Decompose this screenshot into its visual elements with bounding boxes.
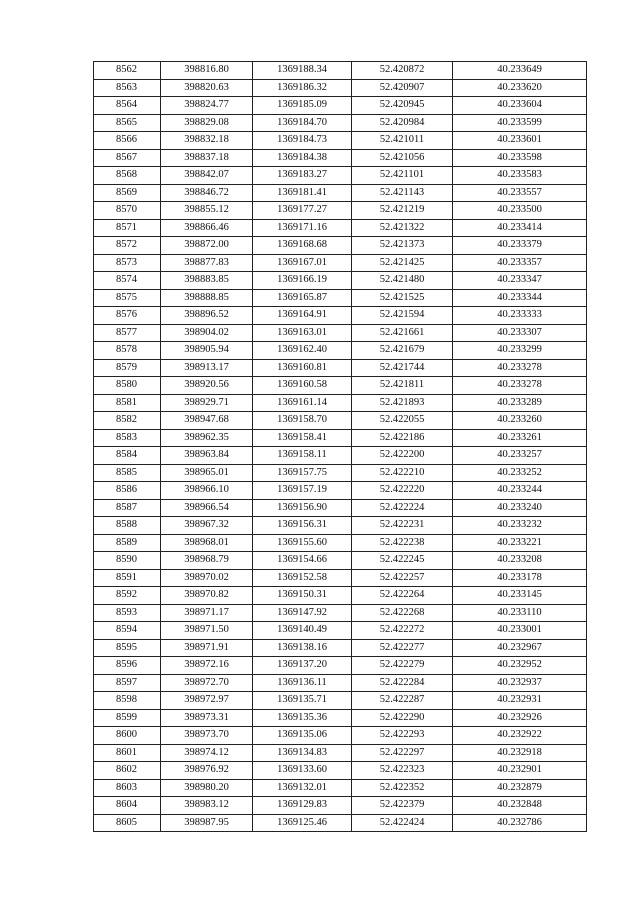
latitude-cell: 52.422284 <box>352 674 453 692</box>
x-coordinate-cell: 398855.12 <box>161 202 253 220</box>
coordinates-table <box>93 61 587 832</box>
point-number-cell: 8571 <box>94 219 161 237</box>
point-number-cell: 8568 <box>94 167 161 185</box>
table-row <box>94 114 587 132</box>
table-row <box>94 429 587 447</box>
latitude-cell: 52.422264 <box>352 587 453 605</box>
latitude-cell: 52.422238 <box>352 534 453 552</box>
latitude-cell: 52.421811 <box>352 377 453 395</box>
latitude-cell: 52.421056 <box>352 149 453 167</box>
point-number-cell: 8602 <box>94 762 161 780</box>
point-number-cell: 8574 <box>94 272 161 290</box>
longitude-cell: 40.233261 <box>453 429 587 447</box>
longitude-cell: 40.233260 <box>453 412 587 430</box>
latitude-cell: 52.421101 <box>352 167 453 185</box>
x-coordinate-cell: 398877.83 <box>161 254 253 272</box>
longitude-cell: 40.232901 <box>453 762 587 780</box>
latitude-cell: 52.422287 <box>352 692 453 710</box>
x-coordinate-cell: 398962.35 <box>161 429 253 447</box>
y-coordinate-cell: 1369185.09 <box>253 97 352 115</box>
x-coordinate-cell: 398904.02 <box>161 324 253 342</box>
y-coordinate-cell: 1369177.27 <box>253 202 352 220</box>
x-coordinate-cell: 398913.17 <box>161 359 253 377</box>
x-coordinate-cell: 398973.70 <box>161 727 253 745</box>
latitude-cell: 52.421425 <box>352 254 453 272</box>
latitude-cell: 52.422231 <box>352 517 453 535</box>
x-coordinate-cell: 398947.68 <box>161 412 253 430</box>
point-number-cell: 8575 <box>94 289 161 307</box>
x-coordinate-cell: 398963.84 <box>161 447 253 465</box>
table-row <box>94 149 587 167</box>
table-row <box>94 132 587 150</box>
longitude-cell: 40.233289 <box>453 394 587 412</box>
latitude-cell: 52.422277 <box>352 639 453 657</box>
point-number-cell: 8578 <box>94 342 161 360</box>
longitude-cell: 40.233240 <box>453 499 587 517</box>
y-coordinate-cell: 1369158.11 <box>253 447 352 465</box>
table-row <box>94 482 587 500</box>
table-row <box>94 499 587 517</box>
latitude-cell: 52.421011 <box>352 132 453 150</box>
table-row <box>94 394 587 412</box>
x-coordinate-cell: 398973.31 <box>161 709 253 727</box>
latitude-cell: 52.422220 <box>352 482 453 500</box>
y-coordinate-cell: 1369152.58 <box>253 569 352 587</box>
x-coordinate-cell: 398832.18 <box>161 132 253 150</box>
longitude-cell: 40.232786 <box>453 814 587 832</box>
latitude-cell: 52.422257 <box>352 569 453 587</box>
longitude-cell: 40.233221 <box>453 534 587 552</box>
latitude-cell: 52.422290 <box>352 709 453 727</box>
y-coordinate-cell: 1369161.14 <box>253 394 352 412</box>
y-coordinate-cell: 1369157.19 <box>253 482 352 500</box>
longitude-cell: 40.233333 <box>453 307 587 325</box>
longitude-cell: 40.233278 <box>453 359 587 377</box>
longitude-cell: 40.233601 <box>453 132 587 150</box>
table-row <box>94 412 587 430</box>
latitude-cell: 52.422279 <box>352 657 453 675</box>
point-number-cell: 8590 <box>94 552 161 570</box>
point-number-cell: 8593 <box>94 604 161 622</box>
table-row <box>94 779 587 797</box>
y-coordinate-cell: 1369184.70 <box>253 114 352 132</box>
y-coordinate-cell: 1369156.90 <box>253 499 352 517</box>
y-coordinate-cell: 1369154.66 <box>253 552 352 570</box>
longitude-cell: 40.233307 <box>453 324 587 342</box>
latitude-cell: 52.421744 <box>352 359 453 377</box>
table-row <box>94 254 587 272</box>
x-coordinate-cell: 398983.12 <box>161 797 253 815</box>
point-number-cell: 8584 <box>94 447 161 465</box>
x-coordinate-cell: 398972.97 <box>161 692 253 710</box>
table-row <box>94 184 587 202</box>
y-coordinate-cell: 1369163.01 <box>253 324 352 342</box>
x-coordinate-cell: 398974.12 <box>161 744 253 762</box>
table-row <box>94 97 587 115</box>
longitude-cell: 40.232922 <box>453 727 587 745</box>
longitude-cell: 40.233598 <box>453 149 587 167</box>
table-row <box>94 359 587 377</box>
longitude-cell: 40.233604 <box>453 97 587 115</box>
y-coordinate-cell: 1369125.46 <box>253 814 352 832</box>
table-row <box>94 762 587 780</box>
longitude-cell: 40.233500 <box>453 202 587 220</box>
longitude-cell: 40.233244 <box>453 482 587 500</box>
longitude-cell: 40.233347 <box>453 272 587 290</box>
x-coordinate-cell: 398872.00 <box>161 237 253 255</box>
point-number-cell: 8581 <box>94 394 161 412</box>
point-number-cell: 8580 <box>94 377 161 395</box>
table-row <box>94 692 587 710</box>
point-number-cell: 8597 <box>94 674 161 692</box>
latitude-cell: 52.422272 <box>352 622 453 640</box>
longitude-cell: 40.233001 <box>453 622 587 640</box>
point-number-cell: 8565 <box>94 114 161 132</box>
x-coordinate-cell: 398829.08 <box>161 114 253 132</box>
x-coordinate-cell: 398905.94 <box>161 342 253 360</box>
x-coordinate-cell: 398971.17 <box>161 604 253 622</box>
x-coordinate-cell: 398920.56 <box>161 377 253 395</box>
point-number-cell: 8577 <box>94 324 161 342</box>
y-coordinate-cell: 1369162.40 <box>253 342 352 360</box>
y-coordinate-cell: 1369183.27 <box>253 167 352 185</box>
latitude-cell: 52.420872 <box>352 62 453 80</box>
table-row <box>94 797 587 815</box>
latitude-cell: 52.422379 <box>352 797 453 815</box>
table-row <box>94 674 587 692</box>
y-coordinate-cell: 1369134.83 <box>253 744 352 762</box>
longitude-cell: 40.233178 <box>453 569 587 587</box>
y-coordinate-cell: 1369188.34 <box>253 62 352 80</box>
y-coordinate-cell: 1369186.32 <box>253 79 352 97</box>
table-row <box>94 289 587 307</box>
longitude-cell: 40.233208 <box>453 552 587 570</box>
longitude-cell: 40.233557 <box>453 184 587 202</box>
y-coordinate-cell: 1369137.20 <box>253 657 352 675</box>
latitude-cell: 52.421679 <box>352 342 453 360</box>
latitude-cell: 52.422323 <box>352 762 453 780</box>
point-number-cell: 8600 <box>94 727 161 745</box>
table-row <box>94 307 587 325</box>
y-coordinate-cell: 1369136.11 <box>253 674 352 692</box>
longitude-cell: 40.233649 <box>453 62 587 80</box>
point-number-cell: 8594 <box>94 622 161 640</box>
latitude-cell: 52.421143 <box>352 184 453 202</box>
y-coordinate-cell: 1369167.01 <box>253 254 352 272</box>
x-coordinate-cell: 398971.50 <box>161 622 253 640</box>
point-number-cell: 8562 <box>94 62 161 80</box>
y-coordinate-cell: 1369156.31 <box>253 517 352 535</box>
table-row <box>94 814 587 832</box>
x-coordinate-cell: 398966.54 <box>161 499 253 517</box>
x-coordinate-cell: 398888.85 <box>161 289 253 307</box>
point-number-cell: 8564 <box>94 97 161 115</box>
longitude-cell: 40.232879 <box>453 779 587 797</box>
latitude-cell: 52.421661 <box>352 324 453 342</box>
longitude-cell: 40.233299 <box>453 342 587 360</box>
latitude-cell: 52.422268 <box>352 604 453 622</box>
point-number-cell: 8566 <box>94 132 161 150</box>
y-coordinate-cell: 1369135.06 <box>253 727 352 745</box>
latitude-cell: 52.422352 <box>352 779 453 797</box>
point-number-cell: 8576 <box>94 307 161 325</box>
latitude-cell: 52.422200 <box>352 447 453 465</box>
latitude-cell: 52.421480 <box>352 272 453 290</box>
y-coordinate-cell: 1369150.31 <box>253 587 352 605</box>
latitude-cell: 52.422297 <box>352 744 453 762</box>
point-number-cell: 8591 <box>94 569 161 587</box>
x-coordinate-cell: 398970.02 <box>161 569 253 587</box>
table-row <box>94 639 587 657</box>
table-row <box>94 744 587 762</box>
table-row <box>94 447 587 465</box>
x-coordinate-cell: 398842.07 <box>161 167 253 185</box>
table-row <box>94 342 587 360</box>
longitude-cell: 40.233379 <box>453 237 587 255</box>
table-row <box>94 377 587 395</box>
longitude-cell: 40.232967 <box>453 639 587 657</box>
point-number-cell: 8605 <box>94 814 161 832</box>
y-coordinate-cell: 1369160.81 <box>253 359 352 377</box>
latitude-cell: 52.421322 <box>352 219 453 237</box>
latitude-cell: 52.421594 <box>352 307 453 325</box>
y-coordinate-cell: 1369133.60 <box>253 762 352 780</box>
latitude-cell: 52.421219 <box>352 202 453 220</box>
latitude-cell: 52.422210 <box>352 464 453 482</box>
x-coordinate-cell: 398883.85 <box>161 272 253 290</box>
table-row <box>94 202 587 220</box>
table-row <box>94 604 587 622</box>
longitude-cell: 40.232952 <box>453 657 587 675</box>
point-number-cell: 8587 <box>94 499 161 517</box>
table-row <box>94 464 587 482</box>
table-row <box>94 709 587 727</box>
longitude-cell: 40.233414 <box>453 219 587 237</box>
y-coordinate-cell: 1369166.19 <box>253 272 352 290</box>
y-coordinate-cell: 1369138.16 <box>253 639 352 657</box>
latitude-cell: 52.420945 <box>352 97 453 115</box>
y-coordinate-cell: 1369129.83 <box>253 797 352 815</box>
x-coordinate-cell: 398966.10 <box>161 482 253 500</box>
point-number-cell: 8582 <box>94 412 161 430</box>
longitude-cell: 40.233257 <box>453 447 587 465</box>
point-number-cell: 8603 <box>94 779 161 797</box>
latitude-cell: 52.420907 <box>352 79 453 97</box>
latitude-cell: 52.422293 <box>352 727 453 745</box>
point-number-cell: 8601 <box>94 744 161 762</box>
longitude-cell: 40.233357 <box>453 254 587 272</box>
x-coordinate-cell: 398987.95 <box>161 814 253 832</box>
latitude-cell: 52.420984 <box>352 114 453 132</box>
table-row <box>94 727 587 745</box>
latitude-cell: 52.422424 <box>352 814 453 832</box>
point-number-cell: 8598 <box>94 692 161 710</box>
x-coordinate-cell: 398971.91 <box>161 639 253 657</box>
table-row <box>94 622 587 640</box>
point-number-cell: 8569 <box>94 184 161 202</box>
x-coordinate-cell: 398896.52 <box>161 307 253 325</box>
point-number-cell: 8586 <box>94 482 161 500</box>
point-number-cell: 8588 <box>94 517 161 535</box>
x-coordinate-cell: 398972.70 <box>161 674 253 692</box>
y-coordinate-cell: 1369132.01 <box>253 779 352 797</box>
x-coordinate-cell: 398820.63 <box>161 79 253 97</box>
longitude-cell: 40.232848 <box>453 797 587 815</box>
x-coordinate-cell: 398837.18 <box>161 149 253 167</box>
point-number-cell: 8585 <box>94 464 161 482</box>
y-coordinate-cell: 1369165.87 <box>253 289 352 307</box>
point-number-cell: 8595 <box>94 639 161 657</box>
y-coordinate-cell: 1369184.73 <box>253 132 352 150</box>
latitude-cell: 52.422224 <box>352 499 453 517</box>
point-number-cell: 8596 <box>94 657 161 675</box>
table-row <box>94 657 587 675</box>
point-number-cell: 8589 <box>94 534 161 552</box>
longitude-cell: 40.233620 <box>453 79 587 97</box>
x-coordinate-cell: 398866.46 <box>161 219 253 237</box>
y-coordinate-cell: 1369140.49 <box>253 622 352 640</box>
point-number-cell: 8583 <box>94 429 161 447</box>
longitude-cell: 40.233278 <box>453 377 587 395</box>
table-row <box>94 272 587 290</box>
point-number-cell: 8572 <box>94 237 161 255</box>
y-coordinate-cell: 1369135.36 <box>253 709 352 727</box>
point-number-cell: 8592 <box>94 587 161 605</box>
point-number-cell: 8604 <box>94 797 161 815</box>
longitude-cell: 40.233583 <box>453 167 587 185</box>
coordinates-table-body <box>94 62 587 832</box>
x-coordinate-cell: 398929.71 <box>161 394 253 412</box>
y-coordinate-cell: 1369181.41 <box>253 184 352 202</box>
longitude-cell: 40.233110 <box>453 604 587 622</box>
x-coordinate-cell: 398970.82 <box>161 587 253 605</box>
y-coordinate-cell: 1369158.41 <box>253 429 352 447</box>
y-coordinate-cell: 1369147.92 <box>253 604 352 622</box>
x-coordinate-cell: 398968.01 <box>161 534 253 552</box>
y-coordinate-cell: 1369164.91 <box>253 307 352 325</box>
table-row <box>94 517 587 535</box>
x-coordinate-cell: 398965.01 <box>161 464 253 482</box>
latitude-cell: 52.422186 <box>352 429 453 447</box>
point-number-cell: 8567 <box>94 149 161 167</box>
longitude-cell: 40.232926 <box>453 709 587 727</box>
x-coordinate-cell: 398846.72 <box>161 184 253 202</box>
longitude-cell: 40.232931 <box>453 692 587 710</box>
y-coordinate-cell: 1369160.58 <box>253 377 352 395</box>
y-coordinate-cell: 1369184.38 <box>253 149 352 167</box>
y-coordinate-cell: 1369158.70 <box>253 412 352 430</box>
longitude-cell: 40.233252 <box>453 464 587 482</box>
longitude-cell: 40.233599 <box>453 114 587 132</box>
table-row <box>94 167 587 185</box>
x-coordinate-cell: 398967.32 <box>161 517 253 535</box>
x-coordinate-cell: 398816.80 <box>161 62 253 80</box>
longitude-cell: 40.232918 <box>453 744 587 762</box>
point-number-cell: 8573 <box>94 254 161 272</box>
y-coordinate-cell: 1369135.71 <box>253 692 352 710</box>
x-coordinate-cell: 398824.77 <box>161 97 253 115</box>
table-row <box>94 552 587 570</box>
table-row <box>94 324 587 342</box>
table-row <box>94 237 587 255</box>
y-coordinate-cell: 1369168.68 <box>253 237 352 255</box>
y-coordinate-cell: 1369155.60 <box>253 534 352 552</box>
table-row <box>94 534 587 552</box>
longitude-cell: 40.233232 <box>453 517 587 535</box>
x-coordinate-cell: 398968.79 <box>161 552 253 570</box>
latitude-cell: 52.421893 <box>352 394 453 412</box>
point-number-cell: 8570 <box>94 202 161 220</box>
point-number-cell: 8579 <box>94 359 161 377</box>
latitude-cell: 52.422245 <box>352 552 453 570</box>
table-row <box>94 587 587 605</box>
y-coordinate-cell: 1369171.16 <box>253 219 352 237</box>
y-coordinate-cell: 1369157.75 <box>253 464 352 482</box>
point-number-cell: 8563 <box>94 79 161 97</box>
latitude-cell: 52.421525 <box>352 289 453 307</box>
latitude-cell: 52.421373 <box>352 237 453 255</box>
point-number-cell: 8599 <box>94 709 161 727</box>
table-row <box>94 569 587 587</box>
longitude-cell: 40.233344 <box>453 289 587 307</box>
table-row <box>94 79 587 97</box>
longitude-cell: 40.233145 <box>453 587 587 605</box>
x-coordinate-cell: 398976.92 <box>161 762 253 780</box>
table-row <box>94 62 587 80</box>
latitude-cell: 52.422055 <box>352 412 453 430</box>
longitude-cell: 40.232937 <box>453 674 587 692</box>
table-row <box>94 219 587 237</box>
x-coordinate-cell: 398972.16 <box>161 657 253 675</box>
x-coordinate-cell: 398980.20 <box>161 779 253 797</box>
